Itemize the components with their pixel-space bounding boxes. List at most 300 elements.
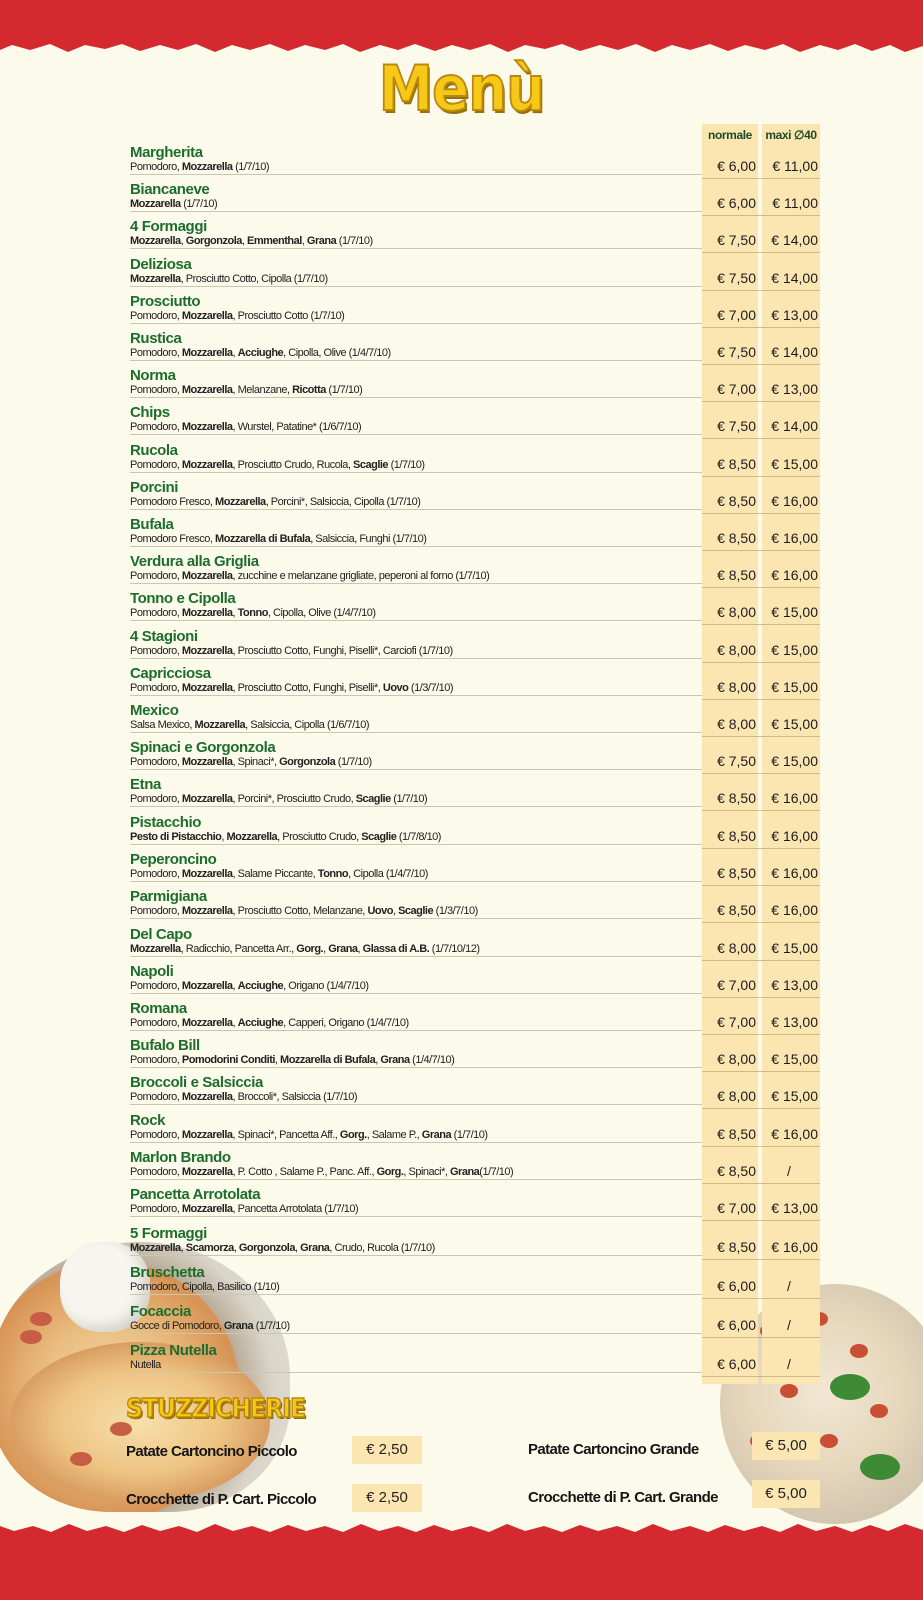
price-divider <box>702 252 820 253</box>
price-normal: € 8,50 <box>717 865 756 881</box>
price-maxi: € 13,00 <box>771 381 818 397</box>
ingredient-bold: Mozzarella <box>181 384 233 396</box>
item-ingredients <box>130 495 420 509</box>
ingredient-text: (1/7/10) <box>479 1166 514 1178</box>
price-normal: € 7,00 <box>717 977 756 993</box>
price-maxi: € 11,00 <box>772 195 818 211</box>
ingredient-text: , <box>180 235 186 247</box>
price-maxi: € 15,00 <box>771 1051 818 1067</box>
stuzzicherie-title: STUZZICHERIE <box>126 1394 306 1424</box>
menu-item <box>130 888 690 922</box>
menu-item <box>130 330 690 364</box>
price-divider <box>702 848 820 849</box>
price-normal: € 7,00 <box>717 1014 756 1030</box>
item-name: Tonno e Cipolla <box>130 590 236 607</box>
price-normal: € 6,00 <box>717 195 756 211</box>
item-ingredients <box>130 792 427 806</box>
ingredient-bold: Scaglie <box>361 831 397 843</box>
item-ingredients <box>130 1090 357 1104</box>
menu-item <box>130 367 690 401</box>
ingredient-text: (1/3/7/10) <box>433 905 478 917</box>
ingredient-text: Pomodoro, <box>130 868 182 880</box>
price-divider <box>702 290 820 291</box>
menu-item <box>130 665 690 699</box>
ingredient-bold: Mozzarella <box>130 273 181 285</box>
item-ingredients <box>130 569 489 583</box>
price-maxi: € 16,00 <box>771 902 818 918</box>
ingredient-text: Pomodoro Fresco, <box>130 496 216 508</box>
item-ingredients <box>130 1165 513 1179</box>
ingredient-text: , Spinaci*, Pancetta Aff., <box>232 1129 340 1141</box>
ingredient-bold: Grana <box>300 1242 330 1254</box>
price-normal: € 7,00 <box>717 381 756 397</box>
item-ingredients <box>130 458 425 472</box>
item-ingredients <box>130 606 375 620</box>
price-divider <box>702 1337 820 1338</box>
menu-item <box>130 479 690 513</box>
item-ingredients <box>130 1053 454 1067</box>
snack-price: € 5,00 <box>752 1432 820 1460</box>
ingredient-bold: Mozzarella <box>194 719 246 731</box>
ingredient-text: (1/7/8/10) <box>396 831 441 843</box>
item-name: Broccoli e Salsiccia <box>130 1074 263 1091</box>
item-name: 4 Stagioni <box>130 628 198 645</box>
ingredient-text: Pomodoro, <box>130 1129 182 1141</box>
price-divider <box>702 327 820 328</box>
item-name: Bufala <box>130 516 174 533</box>
price-divider <box>702 810 820 811</box>
ingredient-text: , Spinaci*, <box>232 756 280 768</box>
price-maxi: € 15,00 <box>771 456 818 472</box>
ingredient-bold: Grana <box>450 1166 480 1178</box>
menu-item <box>130 926 690 960</box>
ingredient-text: Pomodoro, <box>130 607 182 619</box>
ingredient-text: , Crudo, Rucola (1/7/10) <box>329 1242 435 1254</box>
price-normal: € 7,50 <box>717 344 756 360</box>
item-name: Pancetta Arrotolata <box>130 1186 261 1203</box>
item-ingredients <box>130 681 453 695</box>
ingredient-bold: Mozzarella <box>215 496 266 508</box>
price-normal: € 8,50 <box>717 456 756 472</box>
ingredient-bold: Mozzarella <box>130 235 181 247</box>
item-name: Pistacchio <box>130 814 202 831</box>
price-normal: € 8,00 <box>717 940 756 956</box>
ingredient-bold: Gorg. <box>376 1166 404 1178</box>
item-ingredients <box>130 532 426 546</box>
price-divider <box>702 476 820 477</box>
item-ingredients <box>130 309 344 323</box>
menu-item <box>130 293 690 327</box>
ingredient-text: , Prosciutto Cotto, Funghi, Piselli*, Carciofi (1/7/10) <box>232 645 453 657</box>
ingredient-bold: Gorg. <box>296 943 324 955</box>
item-divider <box>130 844 702 845</box>
ingredient-text: Pomodoro, <box>130 905 182 917</box>
item-divider <box>130 1142 702 1143</box>
item-ingredients <box>130 420 361 434</box>
price-divider <box>702 1108 820 1109</box>
ingredient-text: (1/7/10) <box>335 756 372 768</box>
ingredient-text: , <box>301 235 307 247</box>
item-name: Mexico <box>130 702 179 719</box>
price-maxi: € 16,00 <box>771 530 818 546</box>
ingredient-text: (1/7/10) <box>388 459 425 471</box>
ingredient-text: , <box>392 905 399 917</box>
ingredient-bold: Scaglie <box>355 793 391 805</box>
price-maxi: € 15,00 <box>771 604 818 620</box>
ingredient-text: , Porcini*, Prosciutto Crudo, <box>232 793 356 805</box>
ingredient-text: , Salame Piccante, <box>232 868 318 880</box>
ingredient-text: , Spinaci*, <box>403 1166 450 1178</box>
ingredient-text: , Salsiccia, Cipolla (1/6/7/10) <box>245 719 370 731</box>
price-normal: € 6,00 <box>717 1278 756 1294</box>
price-maxi: € 13,00 <box>771 977 818 993</box>
menu-item <box>130 814 690 848</box>
price-maxi: € 14,00 <box>771 232 818 248</box>
menu-item <box>130 851 690 885</box>
price-normal: € 8,00 <box>717 1088 756 1104</box>
ingredient-text: , Prosciutto Cotto (1/7/10) <box>232 310 345 322</box>
ingredient-text: , P. Cotto , Salame P., Panc. Aff., <box>232 1166 377 1178</box>
item-divider <box>130 956 702 957</box>
price-maxi: € 14,00 <box>771 418 818 434</box>
ingredient-bold: Uovo <box>367 905 393 917</box>
ingredient-text: , Radicchio, Pancetta Arr., <box>180 943 297 955</box>
ingredient-bold: Mozzarella <box>181 347 233 359</box>
price-divider <box>702 960 820 961</box>
item-divider <box>130 918 702 919</box>
price-maxi: € 13,00 <box>771 1014 818 1030</box>
ingredient-text: Nutella <box>130 1359 161 1371</box>
ingredient-text: , <box>232 1017 238 1029</box>
ingredient-bold: Mozzarella <box>181 607 233 619</box>
item-ingredients <box>130 346 391 360</box>
ingredient-text: Pomodoro, Cipolla, Basilico (1/10) <box>130 1281 280 1293</box>
item-ingredients <box>130 272 328 286</box>
item-name: Spinaci e Gorgonzola <box>130 739 276 756</box>
item-ingredients <box>130 867 428 881</box>
ingredient-text: (1/7/10/12) <box>429 943 480 955</box>
item-name: Chips <box>130 404 170 421</box>
ingredient-text: (1/7/10) <box>253 1320 290 1332</box>
ingredient-bold: Mozzarella <box>181 793 233 805</box>
price-maxi: / <box>787 1278 791 1294</box>
item-ingredients <box>130 1202 358 1216</box>
item-divider <box>130 658 702 659</box>
price-maxi: € 15,00 <box>771 753 818 769</box>
item-ingredients <box>130 1319 290 1333</box>
ingredient-text: , Prosciutto Crudo, <box>277 831 362 843</box>
column-header-maxi: maxi ∅40 <box>765 128 817 142</box>
ingredient-text: , Cipolla, Olive (1/4/7/10) <box>283 347 391 359</box>
ingredient-bold: Glassa di A.B. <box>362 943 430 955</box>
menu-item <box>130 1000 690 1034</box>
item-divider <box>130 993 702 994</box>
price-normal: € 8,50 <box>717 1126 756 1142</box>
item-name: Pizza Nutella <box>130 1342 217 1359</box>
ingredient-bold: Mozzarella <box>181 570 233 582</box>
ingredient-bold: Mozzarella <box>130 1242 181 1254</box>
price-divider <box>702 1034 820 1035</box>
price-normal: € 8,50 <box>717 530 756 546</box>
ingredient-text: Pomodoro, <box>130 347 182 359</box>
snack-price: € 5,00 <box>752 1480 820 1508</box>
ingredient-text: , Prosciutto Cotto, Cipolla (1/7/10) <box>180 273 328 285</box>
price-divider <box>702 364 820 365</box>
price-divider <box>702 1259 820 1260</box>
price-normal: € 8,50 <box>717 828 756 844</box>
menu-item <box>130 553 690 587</box>
menu-item <box>130 516 690 550</box>
price-normal: € 7,00 <box>717 1200 756 1216</box>
item-ingredients <box>130 197 217 211</box>
price-normal: € 6,00 <box>717 158 756 174</box>
snack-name: Crocchette di P. Cart. Grande <box>528 1489 718 1506</box>
ingredient-bold: Scamorza <box>185 1242 234 1254</box>
ingredient-bold: Acciughe <box>237 980 284 992</box>
item-divider <box>130 397 702 398</box>
ingredient-bold: Gorgonzola <box>279 756 336 768</box>
price-divider <box>702 178 820 179</box>
price-maxi: € 15,00 <box>771 716 818 732</box>
price-maxi: € 16,00 <box>771 790 818 806</box>
ingredient-text: , Melanzane, <box>232 384 293 396</box>
ingredient-bold: Acciughe <box>237 1017 284 1029</box>
ingredient-text: (1/4/7/10) <box>409 1054 455 1066</box>
ingredient-bold: Mozzarella <box>181 1166 233 1178</box>
ingredient-text: , <box>375 1054 381 1066</box>
menu-item <box>130 442 690 476</box>
item-ingredients <box>130 904 478 918</box>
item-divider <box>130 1333 702 1334</box>
item-name: Etna <box>130 776 161 793</box>
item-divider <box>130 360 702 361</box>
item-divider <box>130 806 702 807</box>
item-divider <box>130 1372 702 1373</box>
ingredient-text: , Salsiccia, Funghi (1/7/10) <box>310 533 427 545</box>
menu-item <box>130 1303 690 1337</box>
ingredient-text: , <box>232 980 238 992</box>
ingredient-text: Pomodoro, <box>130 310 182 322</box>
menu-item <box>130 628 690 662</box>
item-ingredients <box>130 830 441 844</box>
ingredient-bold: Mozzarella <box>181 868 233 880</box>
item-name: Napoli <box>130 963 174 980</box>
price-divider <box>702 1146 820 1147</box>
ingredient-text: Pomodoro, <box>130 459 182 471</box>
menu-item <box>130 1037 690 1071</box>
price-maxi: / <box>787 1163 791 1179</box>
price-maxi: € 11,00 <box>772 158 818 174</box>
price-maxi: / <box>787 1356 791 1372</box>
ingredient-bold: Pesto di Pistacchio <box>130 831 222 843</box>
item-divider <box>130 1030 702 1031</box>
menu-item <box>130 144 690 178</box>
item-name: Deliziosa <box>130 256 192 273</box>
ingredient-text: Pomodoro, <box>130 1166 182 1178</box>
ingredient-text: , Prosciutto Cotto, Melanzane, <box>232 905 368 917</box>
price-divider <box>702 624 820 625</box>
price-divider <box>702 1071 820 1072</box>
ingredient-text: , Porcini*, Salsiccia, Cipolla (1/7/10) <box>265 496 421 508</box>
ingredient-text: , Prosciutto Cotto, Funghi, Piselli*, <box>232 682 383 694</box>
item-name: Bufalo Bill <box>130 1037 200 1054</box>
item-name: Prosciutto <box>130 293 201 310</box>
item-divider <box>130 583 702 584</box>
price-maxi: € 13,00 <box>771 307 818 323</box>
menu-item <box>130 1225 690 1259</box>
price-maxi: € 13,00 <box>771 1200 818 1216</box>
ingredient-text: Pomodoro, <box>130 1017 182 1029</box>
price-normal: € 8,50 <box>717 567 756 583</box>
item-divider <box>130 323 702 324</box>
price-divider <box>702 662 820 663</box>
ingredient-bold: Mozzarella <box>181 459 233 471</box>
item-divider <box>130 695 702 696</box>
price-normal: € 7,50 <box>717 270 756 286</box>
item-divider <box>130 881 702 882</box>
price-normal: € 7,00 <box>717 307 756 323</box>
menu-title: Menù <box>378 52 545 125</box>
ingredient-bold: Scaglie <box>398 905 434 917</box>
ingredient-text: (1/7/10) <box>390 793 428 805</box>
price-maxi: € 14,00 <box>771 344 818 360</box>
menu-item <box>130 218 690 252</box>
price-divider <box>702 699 820 700</box>
ingredient-bold: Acciughe <box>237 347 284 359</box>
price-maxi: € 15,00 <box>771 679 818 695</box>
item-divider <box>130 1067 702 1068</box>
item-name: Romana <box>130 1000 187 1017</box>
ingredient-text: , <box>233 1242 239 1254</box>
ingredient-text: Salsa Mexico, <box>130 719 195 731</box>
item-name: Rustica <box>130 330 182 347</box>
ingredient-bold: Mozzarella <box>181 161 233 173</box>
price-divider <box>702 997 820 998</box>
ingredient-text: , Capperi, Origano (1/4/7/10) <box>283 1017 409 1029</box>
price-divider <box>702 922 820 923</box>
item-name: 5 Formaggi <box>130 1225 207 1242</box>
snack-name: Crocchette di P. Cart. Piccolo <box>126 1491 317 1508</box>
item-ingredients <box>130 383 362 397</box>
ingredient-text: Pomodoro, <box>130 1091 182 1103</box>
price-maxi: € 16,00 <box>771 1239 818 1255</box>
item-ingredients <box>130 1016 409 1030</box>
snack-price: € 2,50 <box>352 1436 422 1464</box>
ingredient-bold: Mozzarella <box>130 198 181 210</box>
item-divider <box>130 434 702 435</box>
ingredient-text: , <box>294 1242 301 1254</box>
price-normal: € 8,50 <box>717 1163 756 1179</box>
ingredient-text: Gocce di Pomodoro, <box>130 1320 224 1332</box>
ingredient-bold: Mozzarella <box>181 1129 233 1141</box>
ingredient-text: , <box>232 607 238 619</box>
item-name: Porcini <box>130 479 179 496</box>
item-divider <box>130 472 702 473</box>
ingredient-bold: Mozzarella <box>181 980 233 992</box>
item-ingredients <box>130 755 372 769</box>
price-normal: € 6,00 <box>717 1317 756 1333</box>
menu-item <box>130 404 690 438</box>
item-ingredients <box>130 1280 279 1294</box>
ingredient-text: , Origano (1/4/7/10) <box>283 980 369 992</box>
price-divider <box>702 1298 820 1299</box>
ingredient-bold: Mozzarella <box>181 421 233 433</box>
ingredient-text: Pomodoro, <box>130 980 182 992</box>
price-normal: € 8,00 <box>717 716 756 732</box>
item-divider <box>130 509 702 510</box>
price-divider <box>702 215 820 216</box>
ingredient-bold: Mozzarella <box>181 645 233 657</box>
ingredient-text: Pomodoro, <box>130 1054 182 1066</box>
ingredient-text: , Prosciutto Crudo, Rucola, <box>232 459 354 471</box>
item-ingredients <box>130 1358 161 1372</box>
ingredient-text: Pomodoro, <box>130 161 182 173</box>
price-divider <box>702 1376 820 1377</box>
item-ingredients <box>130 234 373 248</box>
ingredient-text: Pomodoro, <box>130 645 182 657</box>
ingredient-bold: Mozzarella di Bufala <box>280 1054 376 1066</box>
ingredient-bold: Mozzarella <box>181 1091 233 1103</box>
ingredient-bold: Mozzarella <box>181 1017 233 1029</box>
price-maxi: € 16,00 <box>771 493 818 509</box>
ingredient-text: , Broccoli*, Salsiccia (1/7/10) <box>232 1091 358 1103</box>
item-divider <box>130 1216 702 1217</box>
menu-item <box>130 1264 690 1298</box>
ingredient-text: (1/7/10) <box>180 198 218 210</box>
item-name: Marlon Brando <box>130 1149 231 1166</box>
price-maxi: € 16,00 <box>771 1126 818 1142</box>
price-maxi: € 15,00 <box>771 642 818 658</box>
item-divider <box>130 286 702 287</box>
ingredient-text: , <box>232 347 238 359</box>
ingredient-text: Pomodoro Fresco, <box>130 533 216 545</box>
price-normal: € 8,50 <box>717 493 756 509</box>
ingredient-text: (1/7/10) <box>451 1129 488 1141</box>
price-normal: € 7,50 <box>717 232 756 248</box>
item-divider <box>130 1179 702 1180</box>
ingredient-bold: Mozzarella di Bufala <box>215 533 311 545</box>
item-divider <box>130 1294 702 1295</box>
ingredient-bold: Mozzarella <box>181 310 233 322</box>
price-normal: € 8,00 <box>717 642 756 658</box>
menu-item <box>130 1186 690 1220</box>
ingredient-bold: Grana <box>306 235 337 247</box>
ingredient-text: (1/7/10) <box>336 235 373 247</box>
item-ingredients <box>130 942 479 956</box>
price-maxi: € 16,00 <box>771 567 818 583</box>
price-divider <box>702 736 820 737</box>
ingredient-text: , Cipolla (1/4/7/10) <box>348 868 428 880</box>
price-divider <box>702 1183 820 1184</box>
price-normal: € 8,50 <box>717 902 756 918</box>
item-divider <box>130 174 702 175</box>
ingredient-text: Pomodoro, <box>130 384 182 396</box>
ingredient-text: , zucchine e melanzane grigliate, peperoni al forno (1/7/10) <box>232 570 490 582</box>
ingredient-bold: Pomodorini Conditi <box>181 1054 275 1066</box>
menu-item <box>130 963 690 997</box>
ingredient-text: Pomodoro, <box>130 570 182 582</box>
ingredient-bold: Tonno <box>237 607 268 619</box>
ingredient-bold: Gorgonzola <box>238 1242 295 1254</box>
ingredient-bold: Grana <box>421 1129 452 1141</box>
ingredient-text: , <box>357 943 363 955</box>
price-divider <box>702 1220 820 1221</box>
item-ingredients <box>130 644 453 658</box>
price-normal: € 8,50 <box>717 790 756 806</box>
ingredient-text: Pomodoro, <box>130 793 182 805</box>
snack-price: € 2,50 <box>352 1484 422 1512</box>
ingredient-text: , Pancetta Arrotolata (1/7/10) <box>232 1203 359 1215</box>
